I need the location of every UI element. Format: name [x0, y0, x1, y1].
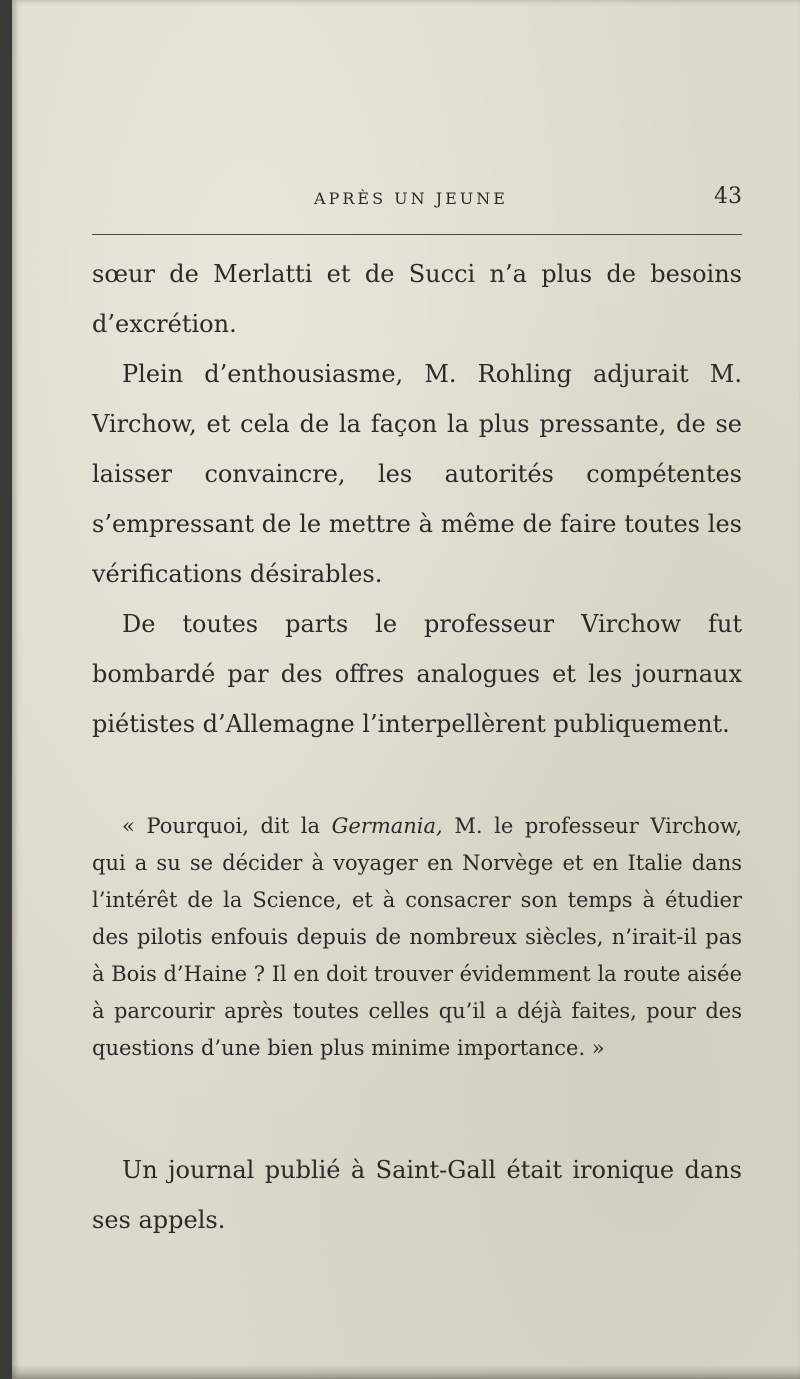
- paragraph-virchow: De toutes parts le professeur Virchow fut bombardé par des offres analogues et les journaux piétistes d’Allemagne l’interpellèrent publiquement.: [92, 610, 742, 738]
- quotation-block: [92, 808, 742, 1067]
- running-head: [80, 184, 742, 212]
- closing-text: [92, 1145, 742, 1245]
- quotation-paragraph: [92, 808, 742, 1067]
- quote-body: M. le professeur Virchow, qui a su se décider à voyager en Norvège et en Italie dans l’intérêt de la Science, et à consacrer son temps à étudier des pilotis enfouis depuis de nombreux siècles, n’irait-il pas à Bois d’Haine ? Il en doit trouver évidemment la route aisée à parcourir après toutes celles qu’il a déjà faites, pour des questions d’une bien plus minime importance. »: [92, 814, 742, 1060]
- book-page: [12, 0, 800, 1379]
- running-title: APRÈS UN JEUNE: [314, 189, 508, 208]
- main-text: [92, 249, 742, 749]
- paragraph-rohling: Plein d’enthousiasme, M. Rohling adjurait M. Virchow, et cela de la façon la plus pressante, de se laisser convaincre, les autorités compétentes s’empressant de le mettre à même de faire toutes les vérifications désirables.: [92, 360, 742, 588]
- page-number: 43: [714, 184, 742, 209]
- quote-open: « Pourquoi, dit la: [122, 814, 320, 838]
- paragraph-saint-gall: Un journal publié à Saint-Gall était ironique dans ses appels.: [92, 1156, 742, 1234]
- page-edge-shadow: [12, 1365, 800, 1379]
- journal-name: Germania,: [331, 814, 443, 838]
- paragraph-continuation: sœur de Merlatti et de Succi n’a plus de besoins d’excrétion.: [92, 260, 742, 338]
- header-rule: [92, 234, 742, 235]
